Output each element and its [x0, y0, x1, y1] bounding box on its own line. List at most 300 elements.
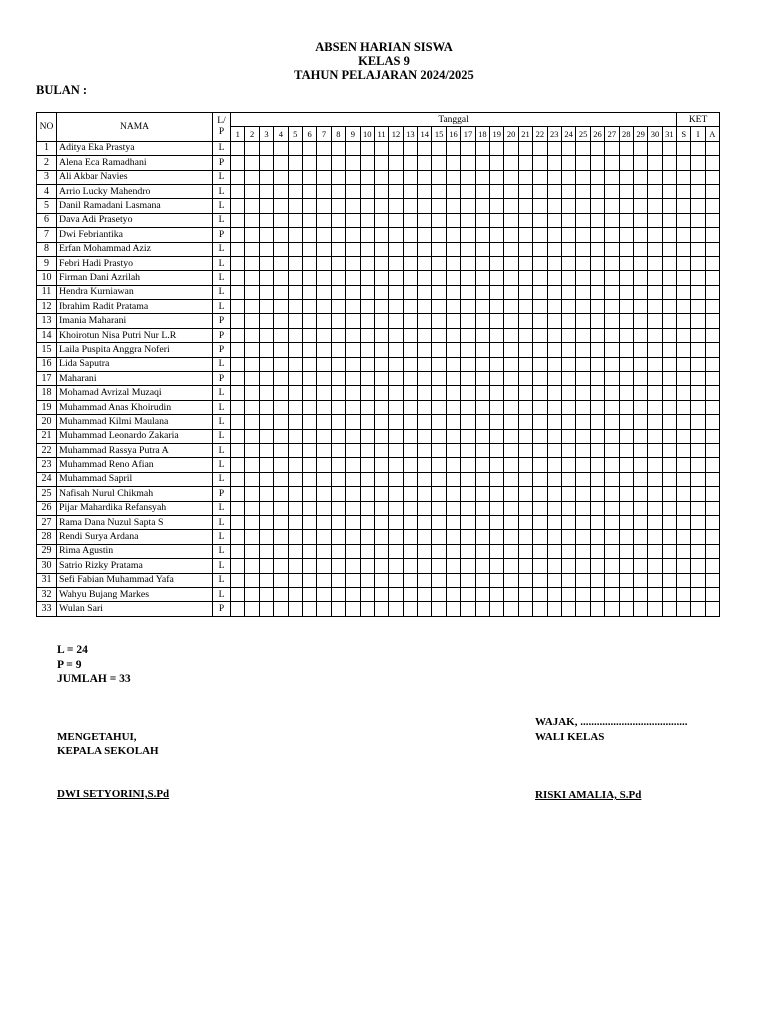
- attendance-cell[interactable]: [274, 228, 288, 242]
- attendance-cell[interactable]: [576, 573, 590, 587]
- attendance-cell[interactable]: [619, 156, 633, 170]
- attendance-cell[interactable]: [331, 472, 345, 486]
- attendance-cell[interactable]: [533, 443, 547, 457]
- attendance-cell[interactable]: [302, 228, 316, 242]
- attendance-cell[interactable]: [547, 429, 561, 443]
- attendance-cell[interactable]: [432, 357, 446, 371]
- attendance-cell[interactable]: [561, 242, 575, 256]
- attendance-cell[interactable]: [389, 256, 403, 270]
- attendance-cell[interactable]: [605, 400, 619, 414]
- attendance-cell[interactable]: [274, 184, 288, 198]
- attendance-cell[interactable]: [259, 256, 273, 270]
- attendance-cell[interactable]: [504, 386, 518, 400]
- attendance-cell[interactable]: [418, 415, 432, 429]
- attendance-cell[interactable]: [475, 141, 489, 155]
- attendance-cell[interactable]: [331, 544, 345, 558]
- attendance-cell[interactable]: [576, 530, 590, 544]
- attendance-cell[interactable]: [475, 372, 489, 386]
- attendance-cell[interactable]: [245, 429, 259, 443]
- attendance-cell[interactable]: [662, 256, 676, 270]
- attendance-cell[interactable]: [705, 285, 719, 299]
- attendance-cell[interactable]: [231, 544, 245, 558]
- attendance-cell[interactable]: [662, 530, 676, 544]
- attendance-cell[interactable]: [259, 400, 273, 414]
- attendance-cell[interactable]: [504, 271, 518, 285]
- attendance-cell[interactable]: [259, 184, 273, 198]
- attendance-cell[interactable]: [605, 372, 619, 386]
- attendance-cell[interactable]: [432, 213, 446, 227]
- attendance-cell[interactable]: [418, 372, 432, 386]
- attendance-cell[interactable]: [331, 587, 345, 601]
- attendance-cell[interactable]: [533, 357, 547, 371]
- attendance-cell[interactable]: [360, 573, 374, 587]
- attendance-cell[interactable]: [518, 271, 532, 285]
- attendance-cell[interactable]: [360, 271, 374, 285]
- attendance-cell[interactable]: [403, 573, 417, 587]
- attendance-cell[interactable]: [518, 458, 532, 472]
- attendance-cell[interactable]: [504, 372, 518, 386]
- attendance-cell[interactable]: [490, 515, 504, 529]
- attendance-cell[interactable]: [475, 343, 489, 357]
- attendance-cell[interactable]: [677, 515, 691, 529]
- attendance-cell[interactable]: [705, 602, 719, 616]
- attendance-cell[interactable]: [518, 242, 532, 256]
- attendance-cell[interactable]: [561, 458, 575, 472]
- attendance-cell[interactable]: [288, 256, 302, 270]
- attendance-cell[interactable]: [302, 199, 316, 213]
- attendance-cell[interactable]: [590, 559, 604, 573]
- attendance-cell[interactable]: [490, 429, 504, 443]
- attendance-cell[interactable]: [605, 559, 619, 573]
- attendance-cell[interactable]: [331, 300, 345, 314]
- attendance-cell[interactable]: [533, 559, 547, 573]
- attendance-cell[interactable]: [475, 602, 489, 616]
- attendance-cell[interactable]: [346, 602, 360, 616]
- attendance-cell[interactable]: [446, 587, 460, 601]
- attendance-cell[interactable]: [662, 515, 676, 529]
- attendance-cell[interactable]: [518, 400, 532, 414]
- attendance-cell[interactable]: [274, 472, 288, 486]
- attendance-cell[interactable]: [461, 300, 475, 314]
- attendance-cell[interactable]: [518, 170, 532, 184]
- attendance-cell[interactable]: [633, 458, 647, 472]
- attendance-cell[interactable]: [590, 256, 604, 270]
- attendance-cell[interactable]: [346, 285, 360, 299]
- attendance-cell[interactable]: [619, 602, 633, 616]
- attendance-cell[interactable]: [231, 285, 245, 299]
- attendance-cell[interactable]: [518, 343, 532, 357]
- attendance-cell[interactable]: [432, 271, 446, 285]
- attendance-cell[interactable]: [461, 328, 475, 342]
- attendance-cell[interactable]: [432, 170, 446, 184]
- attendance-cell[interactable]: [302, 170, 316, 184]
- attendance-cell[interactable]: [346, 314, 360, 328]
- attendance-cell[interactable]: [418, 443, 432, 457]
- attendance-cell[interactable]: [403, 357, 417, 371]
- attendance-cell[interactable]: [533, 213, 547, 227]
- attendance-cell[interactable]: [677, 530, 691, 544]
- attendance-cell[interactable]: [331, 228, 345, 242]
- attendance-cell[interactable]: [561, 343, 575, 357]
- attendance-cell[interactable]: [547, 213, 561, 227]
- attendance-cell[interactable]: [590, 170, 604, 184]
- attendance-cell[interactable]: [418, 213, 432, 227]
- attendance-cell[interactable]: [648, 141, 662, 155]
- attendance-cell[interactable]: [346, 141, 360, 155]
- attendance-cell[interactable]: [547, 458, 561, 472]
- attendance-cell[interactable]: [245, 544, 259, 558]
- attendance-cell[interactable]: [533, 271, 547, 285]
- attendance-cell[interactable]: [374, 184, 388, 198]
- attendance-cell[interactable]: [389, 314, 403, 328]
- attendance-cell[interactable]: [317, 544, 331, 558]
- attendance-cell[interactable]: [446, 314, 460, 328]
- attendance-cell[interactable]: [547, 314, 561, 328]
- attendance-cell[interactable]: [374, 530, 388, 544]
- attendance-cell[interactable]: [648, 602, 662, 616]
- attendance-cell[interactable]: [360, 400, 374, 414]
- attendance-cell[interactable]: [705, 487, 719, 501]
- attendance-cell[interactable]: [317, 156, 331, 170]
- attendance-cell[interactable]: [590, 213, 604, 227]
- attendance-cell[interactable]: [590, 228, 604, 242]
- attendance-cell[interactable]: [576, 544, 590, 558]
- attendance-cell[interactable]: [518, 199, 532, 213]
- attendance-cell[interactable]: [533, 314, 547, 328]
- attendance-cell[interactable]: [418, 458, 432, 472]
- attendance-cell[interactable]: [619, 199, 633, 213]
- attendance-cell[interactable]: [418, 170, 432, 184]
- attendance-cell[interactable]: [504, 343, 518, 357]
- attendance-cell[interactable]: [302, 357, 316, 371]
- attendance-cell[interactable]: [418, 256, 432, 270]
- attendance-cell[interactable]: [302, 429, 316, 443]
- attendance-cell[interactable]: [259, 386, 273, 400]
- attendance-cell[interactable]: [374, 156, 388, 170]
- attendance-cell[interactable]: [633, 170, 647, 184]
- attendance-cell[interactable]: [331, 141, 345, 155]
- attendance-cell[interactable]: [576, 271, 590, 285]
- attendance-cell[interactable]: [490, 573, 504, 587]
- attendance-cell[interactable]: [705, 343, 719, 357]
- attendance-cell[interactable]: [403, 156, 417, 170]
- attendance-cell[interactable]: [475, 156, 489, 170]
- attendance-cell[interactable]: [317, 271, 331, 285]
- attendance-cell[interactable]: [490, 501, 504, 515]
- attendance-cell[interactable]: [274, 443, 288, 457]
- attendance-cell[interactable]: [259, 228, 273, 242]
- attendance-cell[interactable]: [461, 343, 475, 357]
- attendance-cell[interactable]: [403, 343, 417, 357]
- attendance-cell[interactable]: [533, 515, 547, 529]
- attendance-cell[interactable]: [288, 156, 302, 170]
- attendance-cell[interactable]: [576, 515, 590, 529]
- attendance-cell[interactable]: [561, 400, 575, 414]
- attendance-cell[interactable]: [231, 256, 245, 270]
- attendance-cell[interactable]: [374, 285, 388, 299]
- attendance-cell[interactable]: [346, 357, 360, 371]
- attendance-cell[interactable]: [317, 300, 331, 314]
- attendance-cell[interactable]: [605, 314, 619, 328]
- attendance-cell[interactable]: [231, 300, 245, 314]
- attendance-cell[interactable]: [432, 242, 446, 256]
- attendance-cell[interactable]: [475, 184, 489, 198]
- attendance-cell[interactable]: [317, 602, 331, 616]
- attendance-cell[interactable]: [461, 213, 475, 227]
- attendance-cell[interactable]: [662, 487, 676, 501]
- attendance-cell[interactable]: [360, 602, 374, 616]
- attendance-cell[interactable]: [331, 242, 345, 256]
- attendance-cell[interactable]: [705, 443, 719, 457]
- attendance-cell[interactable]: [590, 285, 604, 299]
- attendance-cell[interactable]: [259, 530, 273, 544]
- attendance-cell[interactable]: [662, 170, 676, 184]
- attendance-cell[interactable]: [677, 573, 691, 587]
- attendance-cell[interactable]: [418, 271, 432, 285]
- attendance-cell[interactable]: [518, 314, 532, 328]
- attendance-cell[interactable]: [331, 458, 345, 472]
- attendance-cell[interactable]: [461, 573, 475, 587]
- attendance-cell[interactable]: [648, 559, 662, 573]
- attendance-cell[interactable]: [274, 141, 288, 155]
- attendance-cell[interactable]: [288, 559, 302, 573]
- attendance-cell[interactable]: [605, 300, 619, 314]
- attendance-cell[interactable]: [389, 141, 403, 155]
- attendance-cell[interactable]: [317, 228, 331, 242]
- attendance-cell[interactable]: [648, 587, 662, 601]
- attendance-cell[interactable]: [633, 487, 647, 501]
- attendance-cell[interactable]: [691, 544, 705, 558]
- attendance-cell[interactable]: [360, 559, 374, 573]
- attendance-cell[interactable]: [317, 357, 331, 371]
- attendance-cell[interactable]: [576, 415, 590, 429]
- attendance-cell[interactable]: [705, 256, 719, 270]
- attendance-cell[interactable]: [619, 429, 633, 443]
- attendance-cell[interactable]: [446, 487, 460, 501]
- attendance-cell[interactable]: [360, 515, 374, 529]
- attendance-cell[interactable]: [389, 357, 403, 371]
- attendance-cell[interactable]: [302, 256, 316, 270]
- attendance-cell[interactable]: [648, 156, 662, 170]
- attendance-cell[interactable]: [561, 587, 575, 601]
- attendance-cell[interactable]: [677, 386, 691, 400]
- attendance-cell[interactable]: [633, 141, 647, 155]
- attendance-cell[interactable]: [576, 156, 590, 170]
- attendance-cell[interactable]: [705, 544, 719, 558]
- attendance-cell[interactable]: [490, 343, 504, 357]
- attendance-cell[interactable]: [374, 415, 388, 429]
- attendance-cell[interactable]: [504, 357, 518, 371]
- attendance-cell[interactable]: [533, 285, 547, 299]
- attendance-cell[interactable]: [561, 415, 575, 429]
- attendance-cell[interactable]: [490, 487, 504, 501]
- attendance-cell[interactable]: [533, 587, 547, 601]
- attendance-cell[interactable]: [374, 199, 388, 213]
- attendance-cell[interactable]: [633, 228, 647, 242]
- attendance-cell[interactable]: [461, 501, 475, 515]
- attendance-cell[interactable]: [360, 501, 374, 515]
- attendance-cell[interactable]: [705, 458, 719, 472]
- attendance-cell[interactable]: [533, 141, 547, 155]
- attendance-cell[interactable]: [576, 170, 590, 184]
- attendance-cell[interactable]: [245, 573, 259, 587]
- attendance-cell[interactable]: [518, 141, 532, 155]
- attendance-cell[interactable]: [418, 328, 432, 342]
- attendance-cell[interactable]: [231, 156, 245, 170]
- attendance-cell[interactable]: [547, 559, 561, 573]
- attendance-cell[interactable]: [317, 242, 331, 256]
- attendance-cell[interactable]: [432, 328, 446, 342]
- attendance-cell[interactable]: [331, 170, 345, 184]
- attendance-cell[interactable]: [274, 530, 288, 544]
- attendance-cell[interactable]: [302, 487, 316, 501]
- attendance-cell[interactable]: [259, 213, 273, 227]
- attendance-cell[interactable]: [331, 487, 345, 501]
- attendance-cell[interactable]: [231, 515, 245, 529]
- attendance-cell[interactable]: [288, 587, 302, 601]
- attendance-cell[interactable]: [547, 544, 561, 558]
- attendance-cell[interactable]: [374, 242, 388, 256]
- attendance-cell[interactable]: [302, 602, 316, 616]
- attendance-cell[interactable]: [274, 328, 288, 342]
- attendance-cell[interactable]: [475, 472, 489, 486]
- attendance-cell[interactable]: [504, 242, 518, 256]
- attendance-cell[interactable]: [533, 415, 547, 429]
- attendance-cell[interactable]: [605, 285, 619, 299]
- attendance-cell[interactable]: [374, 357, 388, 371]
- attendance-cell[interactable]: [576, 256, 590, 270]
- attendance-cell[interactable]: [418, 472, 432, 486]
- attendance-cell[interactable]: [677, 170, 691, 184]
- attendance-cell[interactable]: [561, 429, 575, 443]
- attendance-cell[interactable]: [504, 328, 518, 342]
- attendance-cell[interactable]: [403, 242, 417, 256]
- attendance-cell[interactable]: [590, 357, 604, 371]
- attendance-cell[interactable]: [432, 472, 446, 486]
- attendance-cell[interactable]: [518, 573, 532, 587]
- attendance-cell[interactable]: [547, 501, 561, 515]
- attendance-cell[interactable]: [274, 400, 288, 414]
- attendance-cell[interactable]: [633, 314, 647, 328]
- attendance-cell[interactable]: [245, 559, 259, 573]
- attendance-cell[interactable]: [691, 587, 705, 601]
- attendance-cell[interactable]: [504, 429, 518, 443]
- attendance-cell[interactable]: [662, 429, 676, 443]
- attendance-cell[interactable]: [547, 228, 561, 242]
- attendance-cell[interactable]: [274, 170, 288, 184]
- attendance-cell[interactable]: [561, 271, 575, 285]
- attendance-cell[interactable]: [533, 429, 547, 443]
- attendance-cell[interactable]: [547, 415, 561, 429]
- attendance-cell[interactable]: [446, 544, 460, 558]
- attendance-cell[interactable]: [346, 300, 360, 314]
- attendance-cell[interactable]: [576, 314, 590, 328]
- attendance-cell[interactable]: [561, 328, 575, 342]
- attendance-cell[interactable]: [518, 386, 532, 400]
- attendance-cell[interactable]: [446, 501, 460, 515]
- attendance-cell[interactable]: [389, 328, 403, 342]
- attendance-cell[interactable]: [619, 443, 633, 457]
- attendance-cell[interactable]: [490, 141, 504, 155]
- attendance-cell[interactable]: [418, 184, 432, 198]
- attendance-cell[interactable]: [446, 170, 460, 184]
- attendance-cell[interactable]: [403, 487, 417, 501]
- attendance-cell[interactable]: [374, 314, 388, 328]
- attendance-cell[interactable]: [259, 141, 273, 155]
- attendance-cell[interactable]: [374, 343, 388, 357]
- attendance-cell[interactable]: [576, 559, 590, 573]
- attendance-cell[interactable]: [490, 170, 504, 184]
- attendance-cell[interactable]: [576, 328, 590, 342]
- attendance-cell[interactable]: [432, 487, 446, 501]
- attendance-cell[interactable]: [705, 184, 719, 198]
- attendance-cell[interactable]: [231, 314, 245, 328]
- attendance-cell[interactable]: [302, 285, 316, 299]
- attendance-cell[interactable]: [432, 573, 446, 587]
- attendance-cell[interactable]: [288, 228, 302, 242]
- attendance-cell[interactable]: [705, 386, 719, 400]
- attendance-cell[interactable]: [605, 170, 619, 184]
- attendance-cell[interactable]: [691, 141, 705, 155]
- attendance-cell[interactable]: [504, 458, 518, 472]
- attendance-cell[interactable]: [561, 386, 575, 400]
- attendance-cell[interactable]: [619, 184, 633, 198]
- attendance-cell[interactable]: [475, 170, 489, 184]
- attendance-cell[interactable]: [475, 559, 489, 573]
- attendance-cell[interactable]: [231, 573, 245, 587]
- attendance-cell[interactable]: [274, 501, 288, 515]
- attendance-cell[interactable]: [360, 256, 374, 270]
- attendance-cell[interactable]: [302, 515, 316, 529]
- attendance-cell[interactable]: [418, 487, 432, 501]
- attendance-cell[interactable]: [533, 372, 547, 386]
- attendance-cell[interactable]: [360, 415, 374, 429]
- attendance-cell[interactable]: [331, 602, 345, 616]
- attendance-cell[interactable]: [590, 501, 604, 515]
- attendance-cell[interactable]: [633, 357, 647, 371]
- attendance-cell[interactable]: [288, 544, 302, 558]
- attendance-cell[interactable]: [317, 573, 331, 587]
- attendance-cell[interactable]: [561, 256, 575, 270]
- attendance-cell[interactable]: [418, 544, 432, 558]
- attendance-cell[interactable]: [245, 357, 259, 371]
- attendance-cell[interactable]: [245, 213, 259, 227]
- attendance-cell[interactable]: [245, 587, 259, 601]
- attendance-cell[interactable]: [446, 372, 460, 386]
- attendance-cell[interactable]: [461, 415, 475, 429]
- attendance-cell[interactable]: [648, 285, 662, 299]
- attendance-cell[interactable]: [374, 573, 388, 587]
- attendance-cell[interactable]: [259, 328, 273, 342]
- attendance-cell[interactable]: [576, 357, 590, 371]
- attendance-cell[interactable]: [561, 156, 575, 170]
- attendance-cell[interactable]: [648, 429, 662, 443]
- attendance-cell[interactable]: [648, 170, 662, 184]
- attendance-cell[interactable]: [662, 458, 676, 472]
- attendance-cell[interactable]: [418, 300, 432, 314]
- attendance-cell[interactable]: [317, 372, 331, 386]
- attendance-cell[interactable]: [389, 386, 403, 400]
- attendance-cell[interactable]: [475, 285, 489, 299]
- attendance-cell[interactable]: [274, 314, 288, 328]
- attendance-cell[interactable]: [590, 472, 604, 486]
- attendance-cell[interactable]: [518, 213, 532, 227]
- attendance-cell[interactable]: [403, 184, 417, 198]
- attendance-cell[interactable]: [677, 213, 691, 227]
- attendance-cell[interactable]: [461, 443, 475, 457]
- attendance-cell[interactable]: [475, 443, 489, 457]
- attendance-cell[interactable]: [619, 242, 633, 256]
